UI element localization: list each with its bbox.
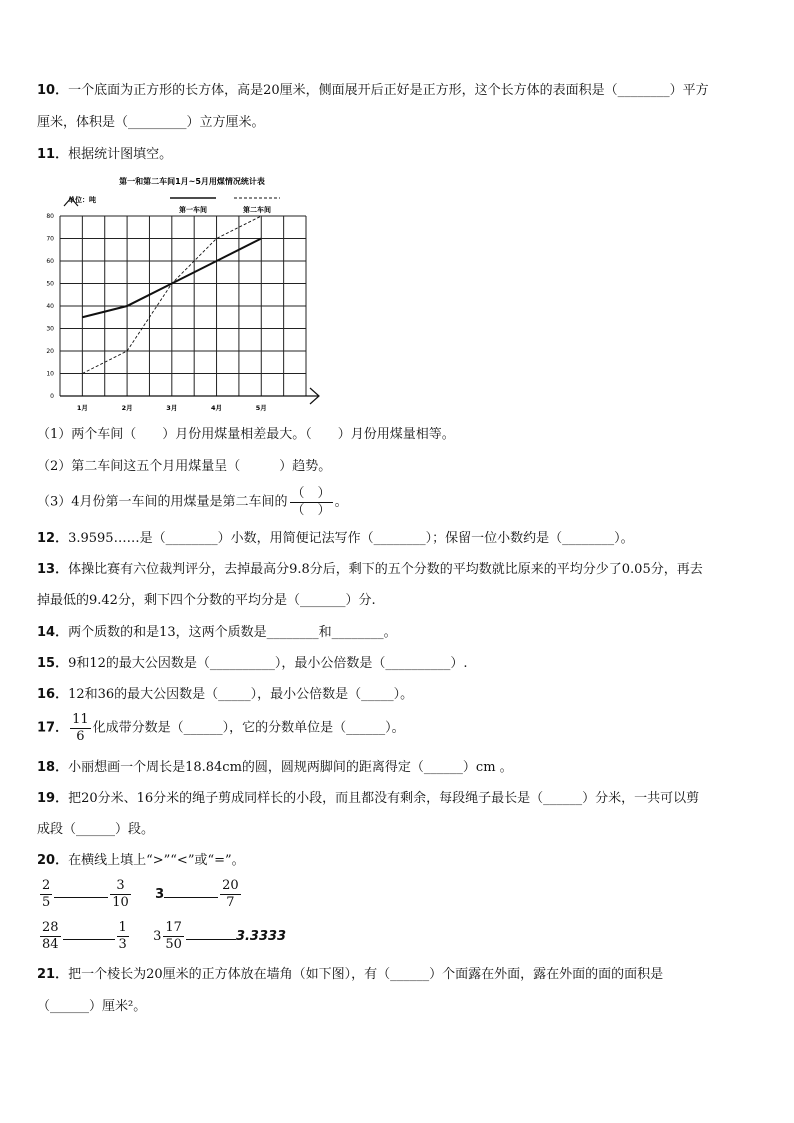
y-tick-label: 80: [46, 213, 54, 220]
x-tick-label: 1月: [76, 404, 88, 412]
fraction-top: （ ）: [291, 486, 331, 501]
question-16: [37, 686, 757, 704]
fraction-b: [110, 878, 131, 911]
question-text: 把一个棱长为20厘米的正方体放在墙角（如下图），有（______）个面露在外面，露在外面的面的面积是: [68, 967, 664, 982]
fraction-bottom: 7: [226, 895, 235, 910]
answer-blank[interactable]: [164, 883, 218, 898]
sub-question-text: （3）4月份第一车间的用煤量是第二车间的: [37, 494, 288, 510]
compare-row-1: [38, 878, 243, 911]
answer-blank[interactable]: [186, 925, 236, 940]
y-tick-label: 70: [46, 235, 54, 243]
question-11: [37, 146, 757, 164]
question-text: 把20分米、16分米的绳子剪成同样长的小段，而且都没有剩余，每段绳子最长是（______）分米，一共可以剪: [68, 791, 700, 806]
question-text: 9和12的最大公因数是（__________），最小公倍数是（__________）.: [68, 656, 468, 671]
question-11-sub1: [37, 426, 757, 444]
question-text: 化成带分数是（______），它的分数单位是（______）。: [92, 720, 405, 736]
question-10: [37, 82, 757, 100]
question-21: [37, 966, 757, 984]
y-tick-label: 30: [46, 325, 54, 333]
question-number: 10．: [37, 83, 69, 98]
chart-unit-label: 单位：吨: [68, 196, 96, 204]
question-15: [37, 655, 757, 673]
question-13: [37, 561, 757, 579]
sub-question-text: （1）两个车间（ ）月份用煤量相差最大。（ ）月份用煤量相等。: [37, 427, 455, 442]
question-number: 18．: [37, 760, 69, 775]
question-text: 两个质数的和是13，这两个质数是________和________。: [68, 625, 397, 640]
question-text: 一个底面为正方形的长方体，高是20厘米，侧面展开后正好是正方形，这个长方体的表面积是（________）平方: [68, 83, 709, 98]
y-tick-label: 50: [46, 280, 54, 288]
y-tick-label: 60: [46, 258, 54, 265]
question-text: （______）厘米²。: [37, 999, 147, 1014]
fraction-top: 28: [42, 920, 59, 935]
compare-number: 3.3333: [235, 929, 287, 944]
x-tick-label: 2月: [121, 404, 133, 412]
question-19: [37, 790, 757, 808]
question-17: [37, 712, 757, 745]
answer-blank[interactable]: [54, 883, 108, 898]
chart-ticks: [46, 213, 266, 412]
chart-grid: [60, 216, 306, 396]
y-tick-label: 40: [46, 303, 54, 310]
y-tick-label: 10: [46, 370, 54, 378]
sub-question-text: （2）第二车间这五个月用煤量呈（ ）趋势。: [37, 459, 332, 474]
question-text: 小丽想画一个周长是18.84cm的圆，圆规两脚间的距离得定（______）cm 。: [68, 760, 513, 775]
question-number: 11．: [37, 147, 69, 162]
mixed-number-whole: 3: [153, 929, 162, 944]
chart-title: 第一和第二车间1月~5月用煤情况统计表: [119, 177, 265, 186]
y-tick-label: 20: [46, 348, 54, 355]
question-number: 17．: [37, 720, 69, 736]
fraction-f: [117, 920, 129, 953]
fraction: [70, 712, 91, 745]
fraction-g: [163, 920, 184, 953]
question-10-line2: [37, 114, 757, 132]
question-text: 3.9595……是（________）小数，用简便记法写作（________）；保留一位小数约是（________）。: [68, 531, 634, 546]
fraction-bottom: （ ）: [291, 503, 331, 518]
question-12: [37, 530, 757, 548]
legend-series-2: 第二车间: [243, 206, 271, 214]
question-number: 16．: [37, 687, 69, 702]
question-text: 成段（______）段。: [37, 822, 155, 837]
fraction-top: 3: [110, 878, 131, 895]
y-tick-label: 0: [50, 393, 54, 400]
fraction-bottom: 6: [76, 729, 85, 744]
question-number: 20．: [37, 853, 69, 868]
question-21-line2: [37, 998, 757, 1016]
x-tick-label: 5月: [255, 404, 267, 412]
question-number: 19．: [37, 791, 69, 806]
question-text: 掉最低的9.42分，剩下四个分数的平均分是（_______）分.: [37, 593, 376, 608]
question-19-line2: [37, 821, 757, 839]
fraction-top: 1: [118, 920, 127, 935]
legend-series-1: 第一车间: [179, 206, 207, 214]
sub-question-end: 。: [334, 494, 348, 510]
fraction-top: 2: [42, 878, 51, 893]
question-number: 13．: [37, 562, 69, 577]
question-text: 根据统计图填空。: [68, 147, 173, 162]
fraction-blank: [290, 486, 333, 519]
fraction-top: 17: [165, 920, 182, 935]
coal-usage-line-chart: [40, 172, 340, 417]
fraction-bottom: 84: [42, 937, 59, 952]
question-11-sub3: [37, 486, 757, 519]
question-20: [37, 852, 757, 870]
fraction-bottom: 50: [165, 937, 182, 952]
question-14: [37, 624, 757, 642]
fraction-top: 11: [72, 712, 89, 727]
question-13-line2: [37, 592, 757, 610]
answer-blank[interactable]: [63, 925, 115, 940]
fraction-bottom: 3: [118, 937, 127, 952]
question-text: 体操比赛有六位裁判评分，去掉最高分9.8分后，剩下的五个分数的平均数就比原来的平均分少了0.05分，再去: [68, 562, 703, 577]
question-18: [37, 759, 757, 777]
question-text: 在横线上填上“>”“<”或“=”。: [68, 853, 245, 868]
x-tick-label: 3月: [166, 404, 178, 412]
fraction-e: [40, 920, 61, 953]
fraction-top: 20: [222, 878, 239, 893]
question-number: 14．: [37, 625, 69, 640]
question-11-sub2: [37, 458, 757, 476]
compare-number: 3: [155, 887, 165, 902]
fraction-a: [40, 878, 52, 911]
question-number: 15．: [37, 656, 69, 671]
question-text: 厘米，体积是（_________）立方厘米。: [37, 115, 265, 130]
question-text: 12和36的最大公因数是（_____），最小公倍数是（_____）。: [68, 687, 414, 702]
x-tick-label: 4月: [211, 404, 223, 412]
question-number: 12．: [37, 531, 69, 546]
compare-row-2: [38, 920, 286, 953]
fraction-d: [220, 878, 241, 911]
fraction-bottom: 5: [42, 895, 51, 910]
question-number: 21．: [37, 967, 69, 982]
fraction-bottom: 10: [112, 895, 129, 910]
